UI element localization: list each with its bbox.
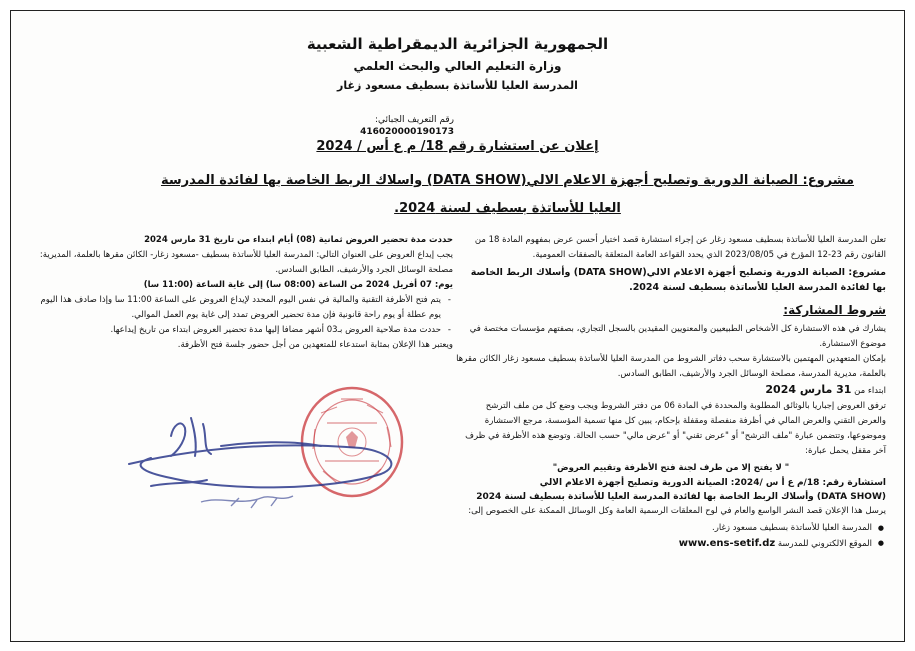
school-name: المدرسة العليا للأساتذة بسطيف مسعود زغار [337,79,578,92]
envelope-quote: " لا يفتح إلا من طرف لجنة فتح الأظرفة وتقييم العروض" [552,463,790,473]
consultation-reference-line2: (DATA SHOW) وأسلاك الربط الخاصة بها لفائدة المدرسة العليا للأساتذة بسطيف لسنة 2024 [476,492,886,502]
intro-paragraph: تعلن المدرسة العليا للأساتذة بسطيف مسعود زغار عن إجراء استشارة قصد اختيار أحسن عرض بمفهوم المادة 18 من القانون رقم 23-12 المؤرخ في 2023/08/05 الذي يحدد القواعد العامة المتعلقة بالصفقات العمومية. [474,235,886,260]
distribution-item-website [456,536,886,552]
opening-rule: - يتم فتح الأظرفة التقنية والمالية في نفس اليوم المحدد لإيداع العروض على الساعة 11:00 سا وإذا صادف هذا اليوم يوم عطلة أو يوم راحة قانونية فإن مدة تحضير العروض تمدد إلى غاية يوم العمل الموالي. [35,293,453,323]
deposit-day: يوم: 07 أفريل 2024 من الساعة (08:00 سا) إلى غاية الساعة (11:00 سا) [143,280,453,290]
validity-rule: - حددت مدة صلاحية العروض بـ03 أشهر مضافا إليها مدة تحضير العروض ابتداء من تاريخ إيداعها. [35,323,453,338]
right-column [456,233,886,552]
opening-rules-list [35,293,453,338]
tax-id-label: رقم التعريف الجبائي: [375,115,454,125]
start-date-line [456,382,886,399]
preparation-period: حددت مدة تحضير العروض ثمانية (08) أيام ابتداء من تاريخ 31 مارس 2024 [144,235,453,245]
distribution-item-school: ● المدرسة العليا للأساتذة بسطيف مسعود زغار. [456,521,886,536]
condition-documents: ترفق العروض إجباريا بالوثائق المطلوبة والمحددة في المادة 06 من دفتر الشروط ويجب وضع كل من ملف الترشح والعرض التقني والعرض المالي في أظرفة منفصلة ومقفلة بإحكام، يبين كل منها تسمية المؤسسة، مرجع الاستشارة وموضوعها، وتتضمن عبارة "ملف الترشح" أو "عرض تقني" أو "عرض مالي" حسب الحالة. وتوضع هذه الأظرفة في ظرف آخر مقفل يحمل عبارة: [465,401,886,456]
distribution-list [456,521,886,552]
left-column [35,233,453,353]
project-subtitle: مشروع: الصيانة الدورية وتصليح أجهزة الاعلام الالي(DATA SHOW) وأسلاك الربط الخاصة بها لفائدة المدرسة العليا للأساتذة بسطيف لسنة 2024. [470,267,886,293]
invitation-note: ويعتبر هذا الإعلان بمثابة استدعاء للمتعهدين من أجل حضور جلسة فتح الأظرفة. [177,340,453,350]
project-title [141,167,874,223]
ministry-title: وزارة التعليم العالي والبحث العلمي [353,59,562,73]
document-header [11,35,904,98]
start-label: ابتداء من [854,386,886,396]
announcement-title: إعلان عن استشارة رقم 18/ م ع أس / 2024 [316,139,599,154]
conditions-title: شروط المشاركة: [783,303,886,317]
director-signature [111,406,411,520]
tax-id-number: 416020000190173 [360,127,454,137]
tax-id-block [194,115,454,137]
publication-paragraph: يرسل هذا الإعلان قصد النشر الواسع والعام في لوح المعلقات الرسمية العامة وكل الوسائل الممكنة على الخصوص إلى: [468,506,886,516]
announcement-document [10,10,905,642]
project-title-line1: مشروع: الصيانة الدورية وتصليح أجهزة الاعلام الالي(DATA SHOW) واسلاك الربط الخاصة بها لفائدة المدرسة [160,173,855,188]
condition-participation: يشارك في هذه الاستشارة كل الأشخاص الطبيعيين والمعنويين المقيدين بالسجل التجاري، بصفتهم مؤسسات مختصة في موضوع الاستشارة. [469,324,886,349]
website-label: الموقع الالكتروني للمدرسة [777,539,872,549]
consultation-reference-line1: استشارة رقم: 18/م ع أ س /2024: الصيانة الدورية وتصليح أجهزة الاعلام الالي [539,478,886,488]
project-title-line2: العليا للأساتذة بسطيف لسنة 2024. [394,201,621,216]
deposit-address: يجب إيداع العروض على العنوان التالي: المدرسة العليا للأساتذة بسطيف -مسعود زغار- الكائن مقرها بالعلمة، المديرية: مصلحة الوسائل الجرد والأرشيف، الطابق السادس. [39,250,453,275]
republic-title: الجمهورية الجزائرية الديمقراطية الشعبية [306,35,609,53]
website-link[interactable]: www.ens-setif.dz [678,538,776,549]
condition-withdrawal: بإمكان المتعهدين المهتمين بالاستشارة سحب دفاتر الشروط من المدرسة العليا للأساتذة بسطيف مسعود زغار الكائن مقرها بالعلمة، مديرية المدرسة، مصلحة الوسائل الجرد والأرشيف، الطابق السادس. [456,354,886,379]
start-date: 31 مارس 2024 [765,383,852,396]
